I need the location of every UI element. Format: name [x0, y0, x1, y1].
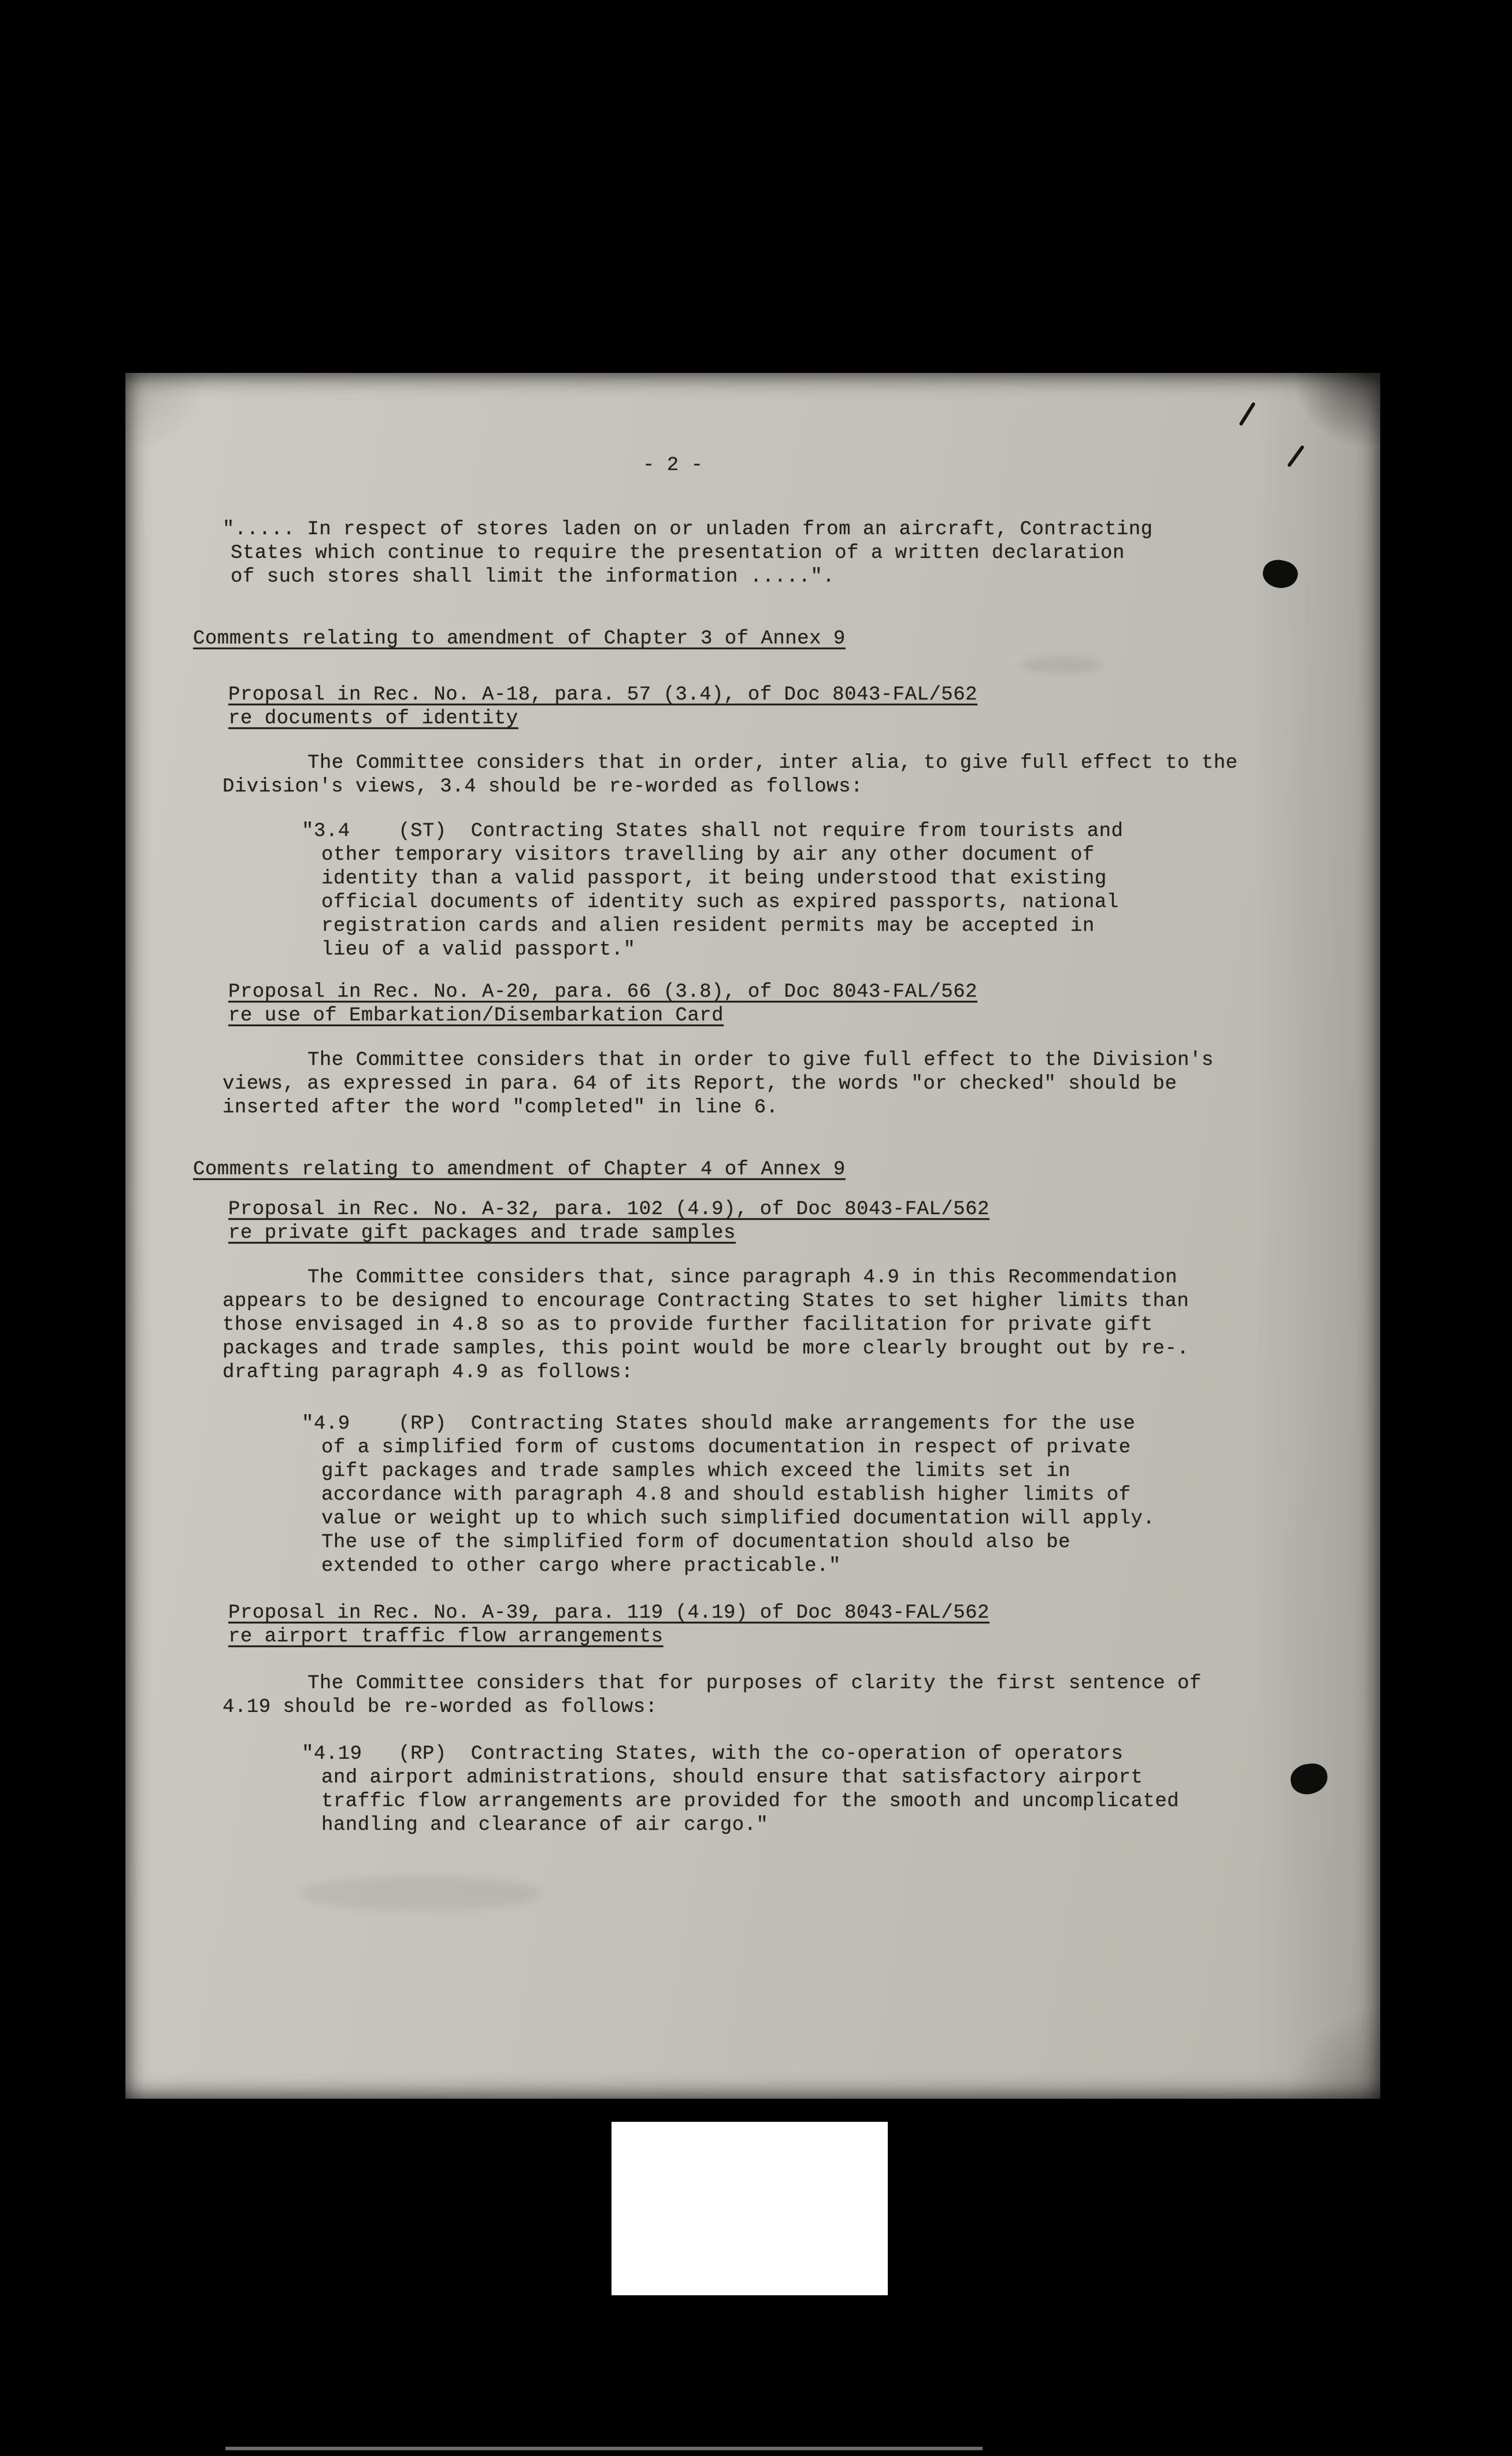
provision-line: of a simplified form of customs documentation in respect of private — [321, 1437, 1131, 1459]
document-page — [125, 373, 1380, 2099]
paragraph-line: The Committee considers that for purposes of clarity the first sentence of — [307, 1673, 1202, 1695]
provision-line: registration cards and alien resident permits may be accepted in — [321, 915, 1095, 937]
proposal-a32-paragraph — [125, 1266, 1380, 1385]
provision-line: traffic flow arrangements are provided for the smooth and uncomplicated — [321, 1791, 1180, 1813]
provision-line: other temporary visitors travelling by air any other document of — [321, 844, 1095, 866]
page-content — [125, 373, 1380, 1837]
paragraph-line: drafting paragraph 4.9 as follows: — [223, 1362, 633, 1384]
chapter3-heading: Comments relating to amendment of Chapter 3 of Annex 9 — [193, 628, 846, 650]
provision-line: "4.19 (RP) Contracting States, with the co-operation of operators — [302, 1743, 1124, 1765]
provision-line: handling and clearance of air cargo." — [321, 1814, 769, 1836]
proposal-a20-heading — [228, 981, 1380, 1028]
provision-3-4 — [125, 820, 1380, 962]
provision-line: The use of the simplified form of documentation should also be — [321, 1532, 1071, 1554]
proposal-a39-heading-line: Proposal in Rec. No. A-39, para. 119 (4.19) of Doc 8043-FAL/562 — [228, 1602, 990, 1624]
paragraph-line: those envisaged in 4.8 so as to provide further facilitation for private gift — [223, 1314, 1153, 1336]
paragraph-line: packages and trade samples, this point would be more clearly brought out by re-. — [223, 1338, 1189, 1360]
provision-4-19 — [125, 1743, 1380, 1837]
opening-quote-line: "..... In respect of stores laden on or unladen from an aircraft, Contracting — [223, 519, 1153, 541]
chapter4-heading: Comments relating to amendment of Chapter 4 of Annex 9 — [193, 1159, 846, 1181]
proposal-a39-paragraph — [125, 1672, 1380, 1719]
paragraph-line: views, as expressed in para. 64 of its Report, the words "or checked" should be — [223, 1073, 1177, 1095]
provision-line: official documents of identity such as expired passports, national — [321, 892, 1119, 913]
paragraph-line: 4.19 should be re-worded as follows: — [223, 1696, 658, 1718]
paragraph-line: appears to be designed to encourage Contracting States to set higher limits than — [223, 1290, 1189, 1312]
proposal-a20-paragraph — [125, 1049, 1380, 1120]
proposal-a20-heading-line: Proposal in Rec. No. A-20, para. 66 (3.8), of Doc 8043-FAL/562 — [228, 981, 978, 1003]
provision-line: value or weight up to which such simplified documentation will apply. — [321, 1508, 1155, 1530]
proposal-a32-heading — [228, 1198, 1380, 1245]
paper-smudge — [299, 1876, 542, 1911]
proposal-a39-heading — [228, 1601, 1380, 1649]
proposal-a32-heading-line: re private gift packages and trade samples — [228, 1222, 736, 1244]
proposal-a32-heading-line: Proposal in Rec. No. A-32, para. 102 (4.9), of Doc 8043-FAL/562 — [228, 1199, 990, 1220]
proposal-a18-heading-line: re documents of identity — [228, 708, 518, 730]
opening-quote — [125, 518, 1380, 589]
provision-line: "3.4 (ST) Contracting States shall not require from tourists and — [302, 820, 1124, 842]
paragraph-line: The Committee considers that, since paragraph 4.9 in this Recommendation — [307, 1267, 1178, 1289]
paragraph-line: Division's views, 3.4 should be re-worded as follows: — [223, 776, 863, 798]
provision-4-9 — [125, 1412, 1380, 1578]
proposal-a20-heading-line: re use of Embarkation/Disembarkation Card — [228, 1005, 724, 1027]
proposal-a18-heading-line: Proposal in Rec. No. A-18, para. 57 (3.4), of Doc 8043-FAL/562 — [228, 684, 978, 706]
opening-quote-line: of such stores shall limit the information .....". — [231, 566, 835, 588]
proposal-a39-heading-line: re airport traffic flow arrangements — [228, 1626, 664, 1648]
provision-line: lieu of a valid passport." — [321, 939, 636, 961]
page-number: - 2 - — [643, 454, 703, 476]
paper-smudge — [1021, 656, 1102, 674]
provision-line: "4.9 (RP) Contracting States should make arrangements for the use — [302, 1413, 1136, 1435]
proposal-a18-paragraph — [125, 752, 1380, 799]
provision-line: identity than a valid passport, it being understood that existing — [321, 868, 1107, 890]
white-label-box — [612, 2122, 888, 2295]
paragraph-line: inserted after the word "completed" in line 6. — [223, 1097, 779, 1119]
provision-line: accordance with paragraph 4.8 and should establish higher limits of — [321, 1484, 1131, 1506]
provision-line: gift packages and trade samples which exceed the limits set in — [321, 1460, 1071, 1482]
opening-quote-line: States which continue to require the presentation of a written declaration — [231, 542, 1125, 564]
provision-line: and airport administrations, should ensure that satisfactory airport — [321, 1767, 1143, 1789]
proposal-a18-heading — [228, 683, 1380, 731]
paragraph-line: The Committee considers that in order, inter alia, to give full effect to the — [307, 752, 1238, 774]
provision-line: extended to other cargo where practicable." — [321, 1555, 841, 1577]
paragraph-line: The Committee considers that in order to give full effect to the Division's — [307, 1049, 1214, 1071]
scan-edge-artifact — [225, 2447, 983, 2450]
